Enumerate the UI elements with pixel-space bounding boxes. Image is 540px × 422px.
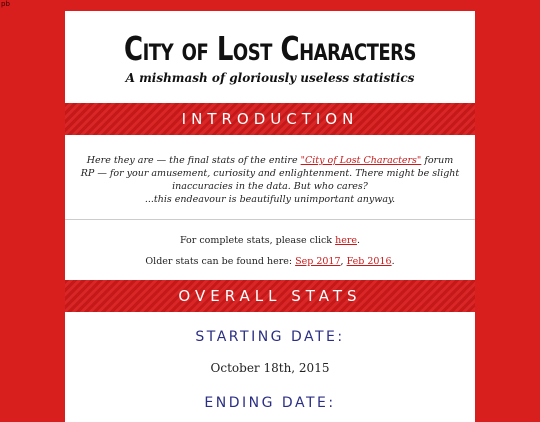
older-stats-link-feb-2016[interactable]: Feb 2016: [346, 256, 392, 267]
older-stats-text: Older stats can be found here:: [145, 256, 296, 267]
forum-rp-link[interactable]: "City of Lost Characters": [300, 155, 422, 166]
complete-stats-line: [65, 230, 475, 251]
complete-stats-text: For complete stats, please click: [179, 235, 336, 246]
corner-text: pb: [1, 0, 10, 8]
older-stats-line: [65, 251, 475, 272]
intro-text-second-line: ...this endeavour is beautifully unimportant anyway.: [144, 194, 396, 205]
intro-text-start: Here they are — the final stats of the entire: [86, 155, 301, 166]
page-title: City of Lost Characters: [124, 31, 416, 69]
starting-date-value: October 18th, 2015: [210, 361, 330, 375]
page-subtitle: A mishmash of gloriously useless statistics: [125, 71, 415, 85]
main-column: [65, 11, 475, 422]
complete-stats-suffix: .: [356, 235, 361, 246]
older-stats-separator: ,: [340, 256, 347, 267]
complete-stats-link[interactable]: here: [335, 235, 357, 246]
intro-text-end: forum RP — for your amusement, curiosity and enlightenment. There might be slight inaccuracies in the data. But who cares?: [80, 155, 460, 192]
stats-panel: [65, 312, 475, 422]
ending-date-label: ENDING DATE:: [204, 395, 336, 411]
intro-text: [79, 135, 461, 206]
intro-panel: [65, 135, 475, 219]
starting-date-label: STARTING DATE:: [195, 329, 345, 345]
section-header-introduction: INTRODUCTION: [65, 103, 475, 135]
older-stats-suffix: .: [391, 256, 395, 267]
links-panel: [65, 220, 475, 280]
page-header: [65, 11, 475, 103]
older-stats-link-sep-2017[interactable]: Sep 2017: [295, 256, 341, 267]
section-header-overall-stats: OVERALL STATS: [65, 280, 475, 312]
